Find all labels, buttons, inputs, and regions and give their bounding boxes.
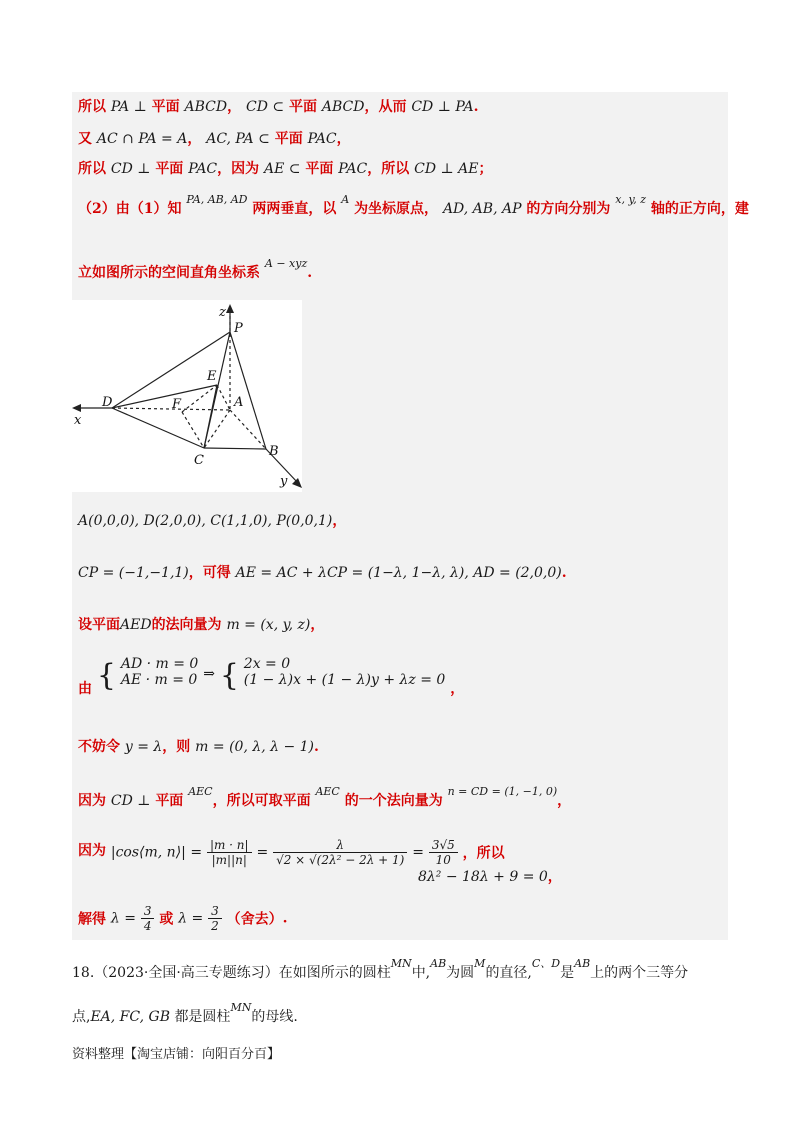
denominator: |m||n| xyxy=(211,853,247,867)
math: AD · m = 0 xyxy=(120,656,199,672)
text: 平面 xyxy=(155,793,184,809)
vectors-line xyxy=(78,562,567,582)
math: A xyxy=(341,193,350,206)
math: A − xyz xyxy=(264,257,308,270)
label-D: D xyxy=(102,395,113,410)
text: 所以 xyxy=(78,161,106,177)
math: AE · m = 0 xyxy=(120,672,198,688)
math: λ = xyxy=(178,910,204,927)
text: 的方向分别为 xyxy=(526,201,611,217)
text: ， xyxy=(557,793,572,809)
text: 18.（2023·全国·高三专题练习）在如图所示的圆柱 xyxy=(72,965,391,981)
fraction xyxy=(273,838,407,867)
letting-line xyxy=(78,736,319,756)
edge-PB xyxy=(230,332,266,449)
solution-line-1 xyxy=(78,96,478,116)
text: ， xyxy=(547,869,562,885)
text: 两两垂直，以 xyxy=(252,201,337,217)
text: （舍去） xyxy=(226,911,283,928)
text: 解得 xyxy=(78,911,106,928)
math: AE ⊂ xyxy=(264,161,301,177)
text: 所以 xyxy=(78,99,106,115)
text: . xyxy=(473,99,479,115)
label-E: E xyxy=(207,369,217,384)
y-arrow-icon xyxy=(292,478,302,488)
text: 立如图所示的空间直角坐标系 xyxy=(78,265,260,281)
math: AB xyxy=(430,957,447,970)
text: ； xyxy=(478,161,493,177)
solution-line-3 xyxy=(78,158,492,178)
math: (1 − λ)x + (1 − λ)y + λz = 0 xyxy=(243,672,446,688)
math: MN xyxy=(390,957,412,970)
text: 或 xyxy=(159,911,174,928)
denominator: 10 xyxy=(435,853,451,867)
because-line xyxy=(78,785,572,810)
fraction xyxy=(208,904,222,933)
text: . xyxy=(314,739,319,755)
text: ，可得 xyxy=(188,565,231,581)
edge-EA xyxy=(217,385,230,410)
math: = xyxy=(412,844,424,861)
text: ， xyxy=(187,131,202,147)
numerator: |m · n| xyxy=(207,838,252,853)
text: 设平面 xyxy=(78,617,120,633)
system-line xyxy=(78,656,464,696)
text: 轴的正方向，建 xyxy=(650,201,749,217)
numerator: λ xyxy=(273,838,407,853)
right-brace: { xyxy=(219,658,239,693)
math: PAC xyxy=(188,161,218,177)
math: AE = AC + λCP = (1−λ, 1−λ, λ), AD = (2,0,0) xyxy=(235,565,562,581)
math: CD ⊥ xyxy=(110,161,151,177)
text: 都是圆柱 xyxy=(174,1009,231,1025)
text: 的一个法向量为 xyxy=(344,793,443,809)
text: 是 xyxy=(560,965,575,981)
label-A: A xyxy=(234,395,244,410)
label-z: z xyxy=(219,305,226,320)
text: ， xyxy=(450,681,465,697)
math: AEC xyxy=(188,785,213,798)
math: m = (x, y, z) xyxy=(226,617,311,633)
numerator: 3 xyxy=(208,904,222,919)
implies-arrow: ⇒ xyxy=(203,666,215,682)
math: λ = xyxy=(110,910,136,927)
edge-DC xyxy=(112,408,204,448)
math: ABCD xyxy=(321,99,365,115)
math: PA ⊥ xyxy=(110,99,147,115)
cos-line xyxy=(78,838,505,867)
text: 的法向量为 xyxy=(151,617,222,633)
edge-CB xyxy=(204,448,266,449)
math: AEC xyxy=(315,785,340,798)
system-right xyxy=(244,656,446,688)
footer-note: 资料整理【淘宝店铺：向阳百分百】 xyxy=(72,1047,281,1062)
math: A(0,0,0), D(2,0,0), C(1,1,0), P(0,0,1) xyxy=(78,513,333,529)
text: ， xyxy=(310,617,325,633)
fraction xyxy=(207,838,252,867)
math: |cos⟨m, n⟩| = xyxy=(110,844,203,861)
text: ，则 xyxy=(162,739,191,755)
text: . xyxy=(561,565,567,581)
math: AED xyxy=(120,617,152,633)
numerator: 3 xyxy=(141,904,155,919)
text: ， xyxy=(336,131,351,147)
fraction xyxy=(429,838,458,867)
text: 不妨令 xyxy=(78,739,120,755)
text: 平面 xyxy=(155,161,184,177)
text: ，从而 xyxy=(364,99,407,115)
math: AC, PA ⊂ xyxy=(206,131,270,147)
z-arrow-icon xyxy=(226,304,234,313)
label-y: y xyxy=(280,474,288,489)
math: n = CD = (1, −1, 0) xyxy=(447,785,558,798)
text: . xyxy=(282,910,288,927)
math: CD ⊥ PA xyxy=(411,99,474,115)
text: 因为 xyxy=(78,793,106,809)
denominator: 2 xyxy=(211,919,219,933)
label-B: B xyxy=(269,444,279,459)
text: 平面 xyxy=(274,131,303,147)
math: PAC xyxy=(307,131,337,147)
solve-line xyxy=(78,904,288,933)
math: x, y, z xyxy=(615,193,647,206)
text: ，所以 xyxy=(367,161,410,177)
fraction xyxy=(141,904,155,933)
text: ，所以 xyxy=(462,845,505,862)
text: 又 xyxy=(78,131,92,147)
text: . xyxy=(307,265,313,281)
math: y = λ xyxy=(124,739,163,755)
text: ，所以可取平面 xyxy=(212,793,311,809)
denominator: √2 × √(2λ² − 2λ + 1) xyxy=(276,853,405,867)
text: 由 xyxy=(78,681,92,697)
text: 平面 xyxy=(305,161,334,177)
math: PA, AB, AD xyxy=(186,193,248,206)
math: AD, AB, AP xyxy=(442,201,522,217)
text: 中, xyxy=(411,965,431,981)
text: 平面 xyxy=(288,99,317,115)
pyramid-diagram xyxy=(72,300,302,492)
text: 因为 xyxy=(78,842,106,859)
text: 为坐标原点， xyxy=(354,201,439,217)
text: ，因为 xyxy=(217,161,260,177)
label-x: x xyxy=(74,413,82,428)
math: C、D xyxy=(531,957,561,970)
cos-result xyxy=(418,866,562,886)
math: EA, FC, GB xyxy=(90,1009,170,1025)
math: 8λ² − 18λ + 9 = 0 xyxy=(418,869,548,885)
math: M xyxy=(474,957,486,970)
label-C: C xyxy=(194,453,204,468)
text: ， xyxy=(227,99,242,115)
math: AC ∩ PA = A xyxy=(96,131,188,147)
math: CD ⊥ AE xyxy=(414,161,479,177)
system-left xyxy=(121,656,199,688)
math: MN xyxy=(230,1001,252,1014)
math: PAC xyxy=(338,161,368,177)
label-F: F xyxy=(172,397,182,412)
solution-line-4 xyxy=(78,193,749,218)
label-P: P xyxy=(234,321,243,336)
numerator: 3√5 xyxy=(429,838,458,853)
math: = xyxy=(256,844,269,861)
question-18-line-1 xyxy=(72,957,689,982)
question-18-line-2 xyxy=(72,1001,298,1026)
left-brace: { xyxy=(96,658,116,693)
coordinates-line xyxy=(78,510,346,530)
x-arrow-icon xyxy=(72,404,81,412)
math: ABCD xyxy=(184,99,228,115)
denominator: 4 xyxy=(143,919,152,933)
normal-vector-line xyxy=(78,614,324,634)
math: CD ⊂ xyxy=(245,99,285,115)
coordinate-figure xyxy=(72,300,302,492)
text: 的母线. xyxy=(251,1009,298,1025)
edge-EC xyxy=(204,385,217,448)
text: 的直径, xyxy=(485,965,532,981)
text: 为圆 xyxy=(446,965,475,981)
math: AB xyxy=(574,957,591,970)
solution-line-2 xyxy=(78,128,351,148)
text: 平面 xyxy=(151,99,180,115)
solution-line-5 xyxy=(78,257,313,282)
math: 2x = 0 xyxy=(243,656,291,672)
text: ， xyxy=(332,513,347,529)
text: 上的两个三等分 xyxy=(590,965,689,981)
text: （2）由（1）知 xyxy=(78,201,182,217)
math: m = (0, λ, λ − 1) xyxy=(195,739,314,755)
math: CP = (−1,−1,1) xyxy=(78,565,189,581)
math: CD ⊥ xyxy=(110,793,151,809)
text: 点, xyxy=(72,1009,91,1025)
